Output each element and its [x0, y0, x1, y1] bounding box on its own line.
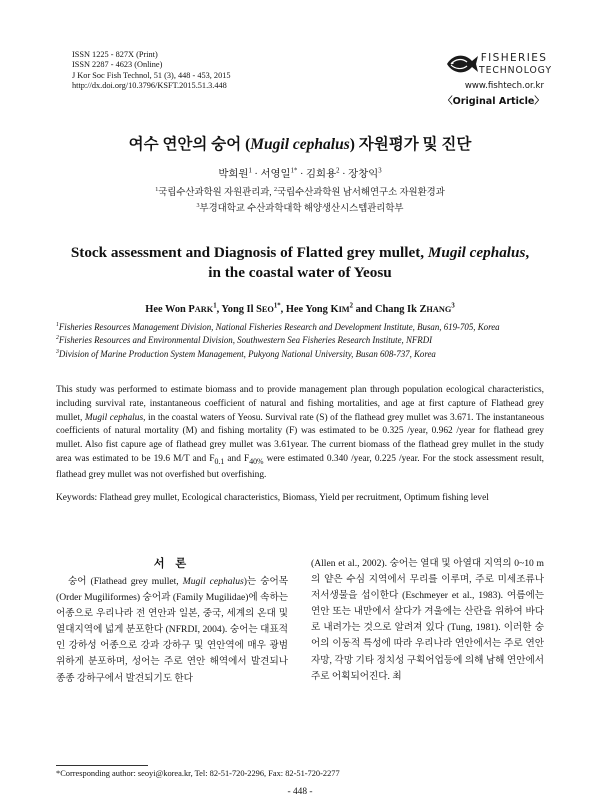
- page-number: - 448 -: [287, 787, 313, 797]
- english-authors: Hee Won PARK$^1$, Yong Il $SEO^{1*}$, Hee Yong KIM$^2$ and Chang Ik ZHANG$^3$: [145, 302, 455, 315]
- journal-logo: [445, 51, 552, 81]
- affiliation-3: $^3$Division of Marine Production System Management, Pukyong National University, Busan 608-737, Korea: [56, 348, 436, 359]
- citation: J Kor Soc Fish Technol, 51 (3), 448 - 453, 2015: [72, 70, 231, 80]
- author-ko-2: 서영일: [260, 169, 291, 180]
- fish-logo-icon: [445, 51, 479, 77]
- author-en-2: Yong Il $SEO^{1*}$: [221, 302, 281, 315]
- korean-title-species: Mugil cephalus: [250, 136, 350, 153]
- corresponding-author-footnote: *Corresponding author: seoyi@korea.kr, Tel: 82-51-720-2296, Fax: 82-51-720-2277: [56, 769, 340, 778]
- abstract: This study was performed to estimate biomass and to provide management plan through population ecological characteristics, including survival rate, instantaneous coefficient of natural and fishing mortalities, and age at first capture of Flathead grey mullet, Mugil cephalus, in the coastal waters of Yeosu. Survival rate (S) of the flathead grey mullet was 3.671. The instantaneous coefficients of natural mortality (M) and fishing mortality (F) was estimated to be 0.325 /year, 0.962 /year for flathead grey mullet. Also fist capure age of flathead grey mullet was 3.61year. The current biomass of the flathead grey mullet in the study area was estimated to be 19.6 M/T and $F_{0.1}$ and $F_{40\%}$ were estimated 0.340 /year, 0.225 /year. For the stock assessment result, flathead grey mullet was not overfished but overfishing.: [56, 385, 545, 480]
- author-en-1: Hee Won PARK$^1$: [145, 302, 217, 315]
- author-en-4: Chang Ik ZHANG$^3$: [374, 302, 455, 315]
- english-title: Stock assessment and Diagnosis of Flatted grey mullet, Mugil cephalus, in the coastal water of Yeosu: [70, 244, 530, 281]
- footnote-divider: [56, 765, 148, 766]
- issn-online: ISSN 2287 - 4623 (Online): [72, 60, 163, 70]
- author-ko-4: 장창익: [348, 169, 379, 180]
- journal-metadata: [72, 50, 231, 92]
- section-title-introduction: 서 론: [153, 558, 191, 570]
- author-ko-1: 박희원: [218, 169, 249, 180]
- author-en-3: Hee Yong KIM$^2$: [285, 302, 354, 315]
- english-affiliations: [56, 321, 556, 361]
- article-type: 〈Original Article〉: [443, 96, 544, 107]
- english-title-species: Mugil cephalus: [427, 244, 526, 261]
- keywords: Keywords: Flathead grey mullet, Ecological characteristics, Biomass, Yield per recruitment, Optimum fishing level: [56, 493, 489, 503]
- logo-word-fisheries: FISHERIES: [480, 52, 548, 64]
- korean-title: 여수 연안의 숭어 (Mugil cephalus) 자원평가 및 진단: [128, 136, 472, 153]
- issn-print: ISSN 1225 - 827X (Print): [72, 50, 158, 59]
- journal-website[interactable]: www.fishtech.or.kr: [464, 81, 544, 91]
- korean-authors: 박희원$^1$ · 서영일$^{1*}$ · 김희용$^2$ · 장창익$^3$: [218, 167, 382, 180]
- body-column-right: (Allen et al., 2002). 숭어는 열대 및 아열대 지역의 0~10 m의 얕은 수심 지역에서 무리를 이루며, 주로 미세조류나 저서생물을 섭이한다 (Eschmeyer et al., 1983). 여름에는 연안 또는 내만에서 살다가 겨울에는 산란을 위하여 바다로 내려가는 것으로 알려져 있다 (Tung, 1981). 이러한 숭어의 이동적 특성에 따라 우리나라 연안에서는 주로 연안 자망, 각망 기타 정치성 구획어업등에 의해 남해 연안에서 주로 어획되어진다. 최: [311, 558, 544, 682]
- affiliation-2: $^2$Fisheries Resources and Environmental Division, Southwestern Sea Fisheries Research Institute, NFRDI: [56, 335, 433, 346]
- affiliation-1: $^1$Fisheries Resources Management Division, National Fisheries Research and Development Institute, Busan, 619-705, Korea: [56, 322, 500, 332]
- logo-word-technology: TECHNOLOGY: [479, 65, 552, 76]
- body-column-left: 숭어 (Flathead grey mullet, Mugil cephalus)는 숭어목 (Order Mugiliformes) 숭어과 (Family Mugilidae)에 속하는 어종으로 우리나라 전 연안과 일본, 중국, 세계의 온대 및 열대지역에 넓게 분포한다 (NFRDI, 2004). 숭어는 대표적인 강하성 어종으로 강과 강하구 및 연안역에 매우 광범위하게 분포하며, 성어는 주로 연안 해역에서 발견되나 종종 강하구에서 발견되기도 한다: [56, 576, 288, 684]
- doi-link[interactable]: http://dx.doi.org/10.3796/KSFT.2015.51.3.448: [72, 81, 227, 91]
- author-ko-3: 김희용: [306, 169, 337, 180]
- korean-affiliations: $^1$국립수산과학원 자원관리과, $^2$국립수산과학원 남서해연구소 자원환경과 $^3$부경대학교 수산과학대학 해양생산시스템관리학부: [155, 186, 445, 214]
